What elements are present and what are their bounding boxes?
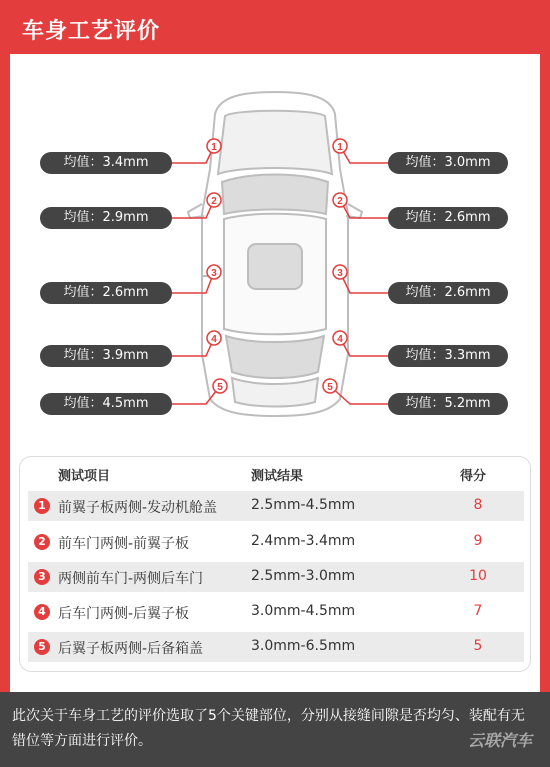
row-number-badge: 3: [34, 569, 50, 585]
watermark-logo: 云联汽车: [467, 731, 532, 750]
page-title: 车身工艺评价: [22, 19, 161, 44]
svg-text:3: 3: [211, 268, 217, 279]
left-measure-pill-3: 均值：2.6mm: [40, 282, 172, 304]
marker-left-2: [207, 193, 221, 207]
row-number-badge: 1: [34, 498, 50, 514]
car-rear-window: [226, 336, 324, 378]
left-measure-pill-1: 均值：3.4mm: [40, 152, 172, 174]
marker-left-1: [207, 139, 221, 153]
right-measure-pill-5: 均值：5.2mm: [388, 393, 508, 415]
row-result: 2.4mm-3.4mm: [251, 533, 356, 549]
row-item: 后翼子板两侧-后备箱盖: [58, 641, 204, 657]
row-item: 前翼子板两侧-发动机舱盖: [58, 500, 218, 516]
marker-right-5: [323, 379, 337, 393]
header-test-item: 测试项目: [58, 469, 111, 484]
svg-text:1: 1: [337, 142, 343, 153]
table-row: [28, 562, 524, 592]
svg-text:2: 2: [211, 196, 217, 207]
left-measure-pill-2: 均值：2.9mm: [40, 207, 172, 229]
svg-text:5: 5: [327, 382, 333, 393]
car-windshield: [222, 175, 328, 215]
left-border: [0, 62, 10, 692]
right-measure-pill-2: 均值：2.6mm: [388, 207, 508, 229]
right-measure-pill-3: 均值：2.6mm: [388, 282, 508, 304]
left-measure-pill-4: 均值：3.9mm: [40, 345, 172, 367]
results-table: [19, 456, 531, 672]
footer-text: 此次关于车身工艺的评价选取了5个关键部位，分别从接缝间隙是否均匀、装配有无错位等方面进行评价。: [12, 708, 525, 749]
row-score: 8: [473, 497, 483, 513]
marker-left-5: [213, 379, 227, 393]
row-item: 两侧前车门-两侧后车门: [58, 571, 204, 587]
table-row: [28, 632, 524, 662]
row-score: 9: [473, 533, 483, 549]
row-result: 3.0mm-6.5mm: [251, 638, 356, 654]
row-number-badge: 2: [34, 534, 50, 550]
car-hood: [218, 111, 332, 174]
row-number-badge: 4: [34, 604, 50, 620]
right-measure-pill-4: 均值：3.3mm: [388, 345, 508, 367]
right-measure-pill-1: 均值：3.0mm: [388, 152, 508, 174]
svg-text:2: 2: [337, 196, 343, 207]
table-row: [28, 527, 524, 557]
svg-text:3: 3: [337, 268, 343, 279]
car-sunroof: [248, 244, 302, 289]
row-item: 前车门两侧-前翼子板: [58, 536, 190, 552]
right-border: [540, 62, 550, 692]
row-item: 后车门两侧-后翼子板: [58, 606, 190, 622]
header-score: 得分: [460, 469, 487, 484]
marker-left-4: [207, 331, 221, 345]
footer-note: [0, 692, 550, 767]
svg-text:1: 1: [211, 142, 217, 153]
marker-right-3: [333, 265, 347, 279]
marker-left-3: [207, 265, 221, 279]
row-result: 2.5mm-4.5mm: [251, 497, 356, 513]
row-score: 10: [469, 568, 487, 584]
table-row: [28, 491, 524, 521]
marker-right-4: [333, 331, 347, 345]
row-result: 2.5mm-3.0mm: [251, 568, 356, 584]
table-row: [28, 597, 524, 627]
header-bar: [0, 0, 550, 62]
car-trunk: [232, 378, 318, 407]
row-result: 3.0mm-4.5mm: [251, 603, 356, 619]
marker-right-1: [333, 139, 347, 153]
left-measure-pill-5: 均值：4.5mm: [40, 393, 172, 415]
row-score: 5: [473, 638, 483, 654]
header-test-result: 测试结果: [251, 469, 304, 484]
row-score: 7: [473, 603, 483, 619]
svg-text:4: 4: [337, 334, 343, 345]
marker-right-2: [333, 193, 347, 207]
svg-text:4: 4: [211, 334, 217, 345]
row-number-badge: 5: [34, 639, 50, 655]
svg-text:5: 5: [217, 382, 223, 393]
